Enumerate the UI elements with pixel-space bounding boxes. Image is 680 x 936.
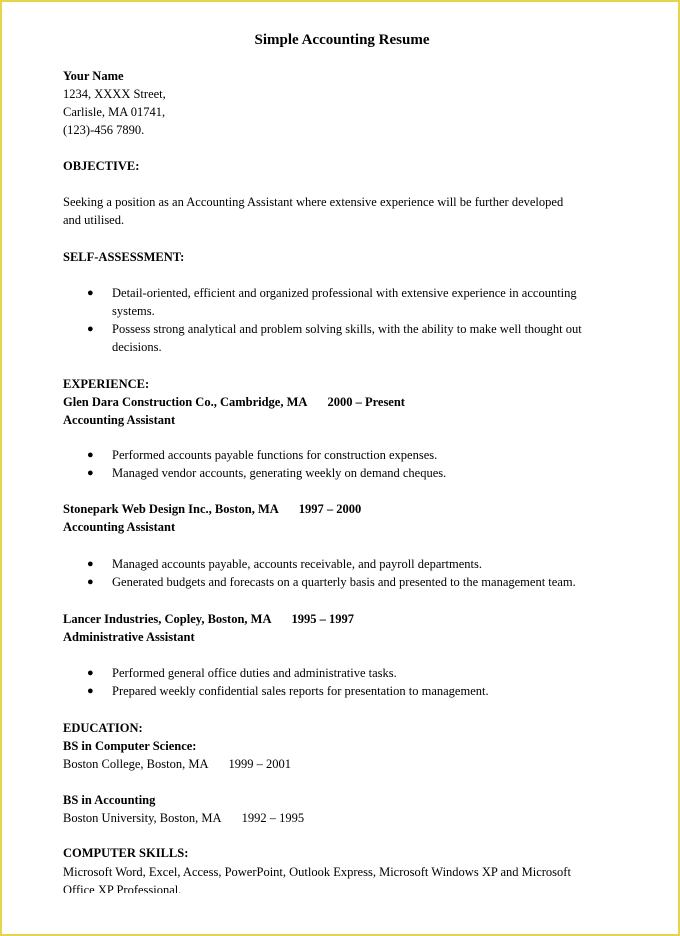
job-role-1: Accounting Assistant <box>63 413 176 427</box>
contact-city: Carlisle, MA 01741, <box>63 105 166 119</box>
contact-phone: (123)-456 7890. <box>63 123 145 137</box>
school-dates: 1999 – 2001 <box>228 757 291 771</box>
education-heading: EDUCATION: <box>63 721 143 735</box>
list-item: Managed accounts payable, accounts receivable, and payroll departments. <box>112 557 482 571</box>
school-name: Boston University, Boston, MA <box>63 811 222 825</box>
list-item-continuation: decisions. <box>112 340 162 354</box>
contact-street: 1234, XXXX Street, <box>63 87 166 101</box>
self-assessment-heading: SELF-ASSESSMENT: <box>63 250 185 264</box>
list-item: Generated budgets and forecasts on a quarterly basis and presented to the management team. <box>112 575 576 589</box>
bullet-icon: ● <box>87 685 94 697</box>
experience-heading: EXPERIENCE: <box>63 377 150 391</box>
job-dates: 2000 – Present <box>327 395 405 409</box>
skills-heading: COMPUTER SKILLS: <box>63 846 189 860</box>
list-item: Performed general office duties and administrative tasks. <box>112 666 397 680</box>
job-role-2: Accounting Assistant <box>63 520 176 534</box>
school-dates: 1992 – 1995 <box>241 811 305 825</box>
list-item: Possess strong analytical and problem solving skills, with the ability to make well thought out <box>112 322 582 336</box>
job-role-3: Administrative Assistant <box>63 630 195 644</box>
objective-heading: OBJECTIVE: <box>63 159 140 173</box>
degree-school-2 <box>63 809 304 827</box>
job-company-name: Glen Dara Construction Co., Cambridge, MA <box>63 395 308 409</box>
bullet-icon: ● <box>87 287 94 299</box>
degree-school-1 <box>63 755 291 773</box>
job-company-1 <box>63 393 405 411</box>
bullet-icon: ● <box>87 576 94 588</box>
bullet-icon: ● <box>87 323 94 335</box>
skills-text-line1: Microsoft Word, Excel, Access, PowerPoint, Outlook Express, Microsoft Windows XP and Microsoft <box>63 865 571 879</box>
bullet-icon: ● <box>87 558 94 570</box>
school-name: Boston College, Boston, MA <box>63 757 209 771</box>
list-item: Detail-oriented, efficient and organized professional with extensive experience in accounting <box>112 286 577 300</box>
job-company-name: Stonepark Web Design Inc., Boston, MA <box>63 502 279 516</box>
list-item: Managed vendor accounts, generating weekly on demand cheques. <box>112 466 447 480</box>
contact-name: Your Name <box>63 69 124 83</box>
list-item: Prepared weekly confidential sales reports for presentation to management. <box>112 684 489 698</box>
bullet-icon: ● <box>87 467 94 479</box>
objective-text-line1: Seeking a position as an Accounting Assistant where extensive experience will be further developed <box>63 195 564 209</box>
job-company-2 <box>63 500 361 518</box>
job-dates: 1995 – 1997 <box>291 612 354 626</box>
bullet-icon: ● <box>87 449 94 461</box>
bullet-icon: ● <box>87 667 94 679</box>
list-item-continuation: systems. <box>112 304 155 318</box>
job-company-name: Lancer Industries, Copley, Boston, MA <box>63 612 272 626</box>
job-company-3 <box>63 610 354 628</box>
degree-1: BS in Computer Science: <box>63 739 197 753</box>
page-title: Simple Accounting Resume <box>254 32 430 48</box>
objective-text-line2: and utilised. <box>63 213 125 227</box>
list-item: Performed accounts payable functions for construction expenses. <box>112 448 438 462</box>
job-dates: 1997 – 2000 <box>298 502 362 516</box>
degree-2: BS in Accounting <box>63 793 156 807</box>
skills-text-line2: Office XP Professional. <box>63 883 182 893</box>
